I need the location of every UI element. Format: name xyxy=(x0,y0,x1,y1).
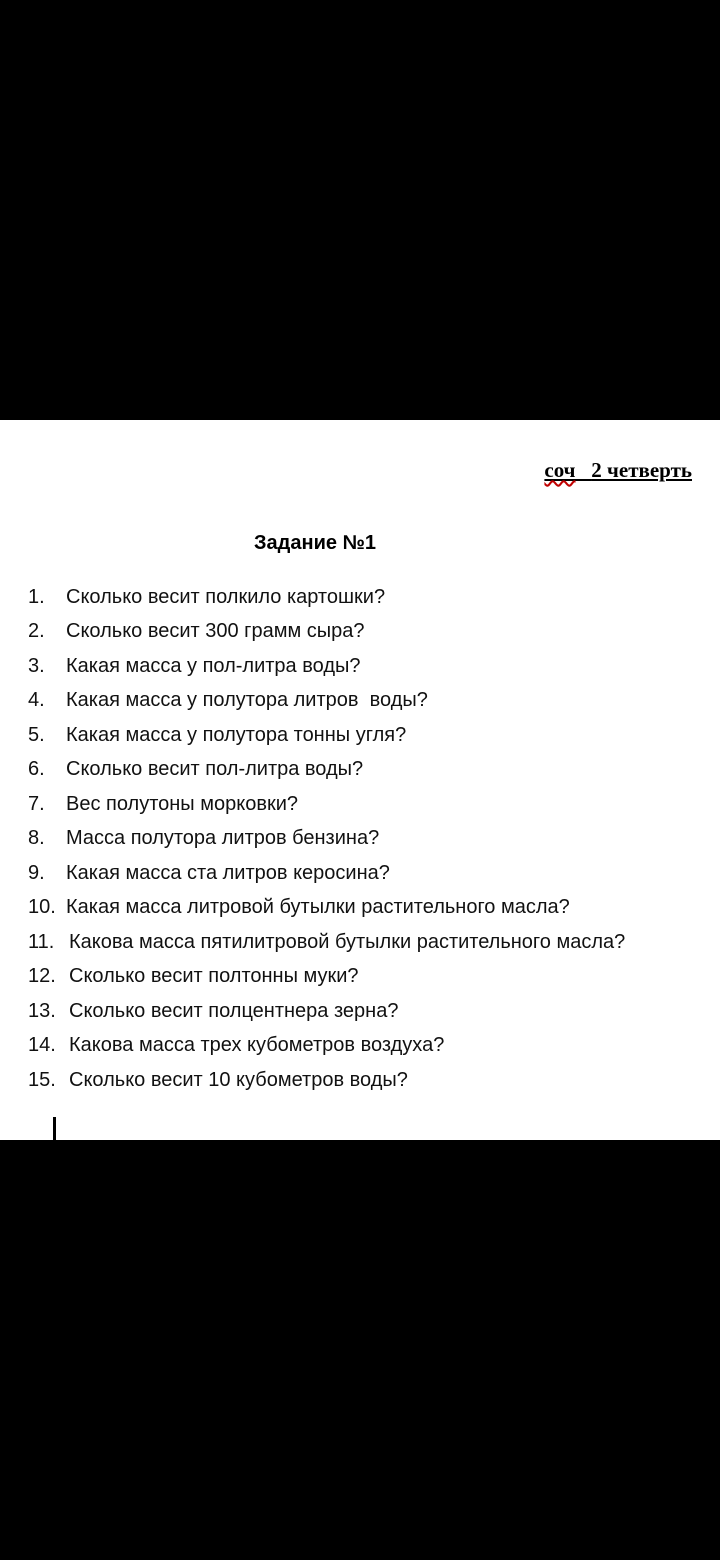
item-number: 9. xyxy=(28,861,45,884)
item-text: Сколько весит полтонны муки? xyxy=(69,965,359,988)
item-number: 2. xyxy=(28,620,45,643)
header-quarter: 2 четверть xyxy=(591,458,692,482)
list-item xyxy=(28,718,625,753)
list-item xyxy=(28,1029,625,1064)
item-text: Какова масса трех кубометров воздуха? xyxy=(69,1034,445,1057)
list-item xyxy=(28,925,625,960)
header-soch: соч xyxy=(544,458,576,482)
question-list xyxy=(28,580,625,1098)
list-item xyxy=(28,856,625,891)
task-title: Задание №1 xyxy=(254,532,376,554)
item-number: 8. xyxy=(28,827,45,850)
item-number: 13. xyxy=(28,999,56,1022)
item-text: Какая масса у полутора тонны угля? xyxy=(66,723,407,746)
header-quarter-label xyxy=(544,458,692,483)
list-item xyxy=(28,684,625,719)
list-item xyxy=(28,580,625,615)
item-text: Сколько весит полкило картошки? xyxy=(66,585,386,608)
list-item xyxy=(28,960,625,995)
list-item xyxy=(28,1063,625,1098)
item-text: Сколько весит 300 грамм сыра? xyxy=(66,620,365,643)
item-number: 4. xyxy=(28,689,45,712)
list-item xyxy=(28,615,625,650)
bottom-black-band xyxy=(0,1140,720,1560)
item-number: 1. xyxy=(28,585,45,608)
item-number: 11. xyxy=(28,930,55,953)
list-item xyxy=(28,787,625,822)
item-number: 7. xyxy=(28,792,45,815)
list-item xyxy=(28,753,625,788)
list-item xyxy=(28,822,625,857)
item-number: 12. xyxy=(28,965,56,988)
item-text: Какова масса пятилитровой бутылки растительного масла? xyxy=(69,930,626,953)
item-text: Масса полутора литров бензина? xyxy=(66,827,380,850)
item-number: 15. xyxy=(28,1068,56,1091)
item-number: 10. xyxy=(28,896,56,919)
text-cursor xyxy=(53,1117,56,1140)
item-number: 5. xyxy=(28,723,45,746)
item-text: Какая масса ста литров керосина? xyxy=(66,861,390,884)
document-page xyxy=(0,420,720,1140)
item-text: Сколько весит 10 кубометров воды? xyxy=(69,1068,408,1091)
list-item xyxy=(28,891,625,926)
item-number: 14. xyxy=(28,1034,56,1057)
item-text: Вес полутоны морковки? xyxy=(66,792,299,815)
item-number: 3. xyxy=(28,654,45,677)
item-text: Какая масса у полутора литров воды? xyxy=(66,689,428,712)
item-text: Какая масса литровой бутылки растительного масла? xyxy=(66,896,570,919)
item-text: Какая масса у пол-литра воды? xyxy=(66,654,361,677)
item-text: Сколько весит пол-литра воды? xyxy=(66,758,364,781)
list-item xyxy=(28,994,625,1029)
top-black-band xyxy=(0,0,720,420)
item-number: 6. xyxy=(28,758,45,781)
list-item xyxy=(28,649,625,684)
item-text: Сколько весит полцентнера зерна? xyxy=(69,999,399,1022)
